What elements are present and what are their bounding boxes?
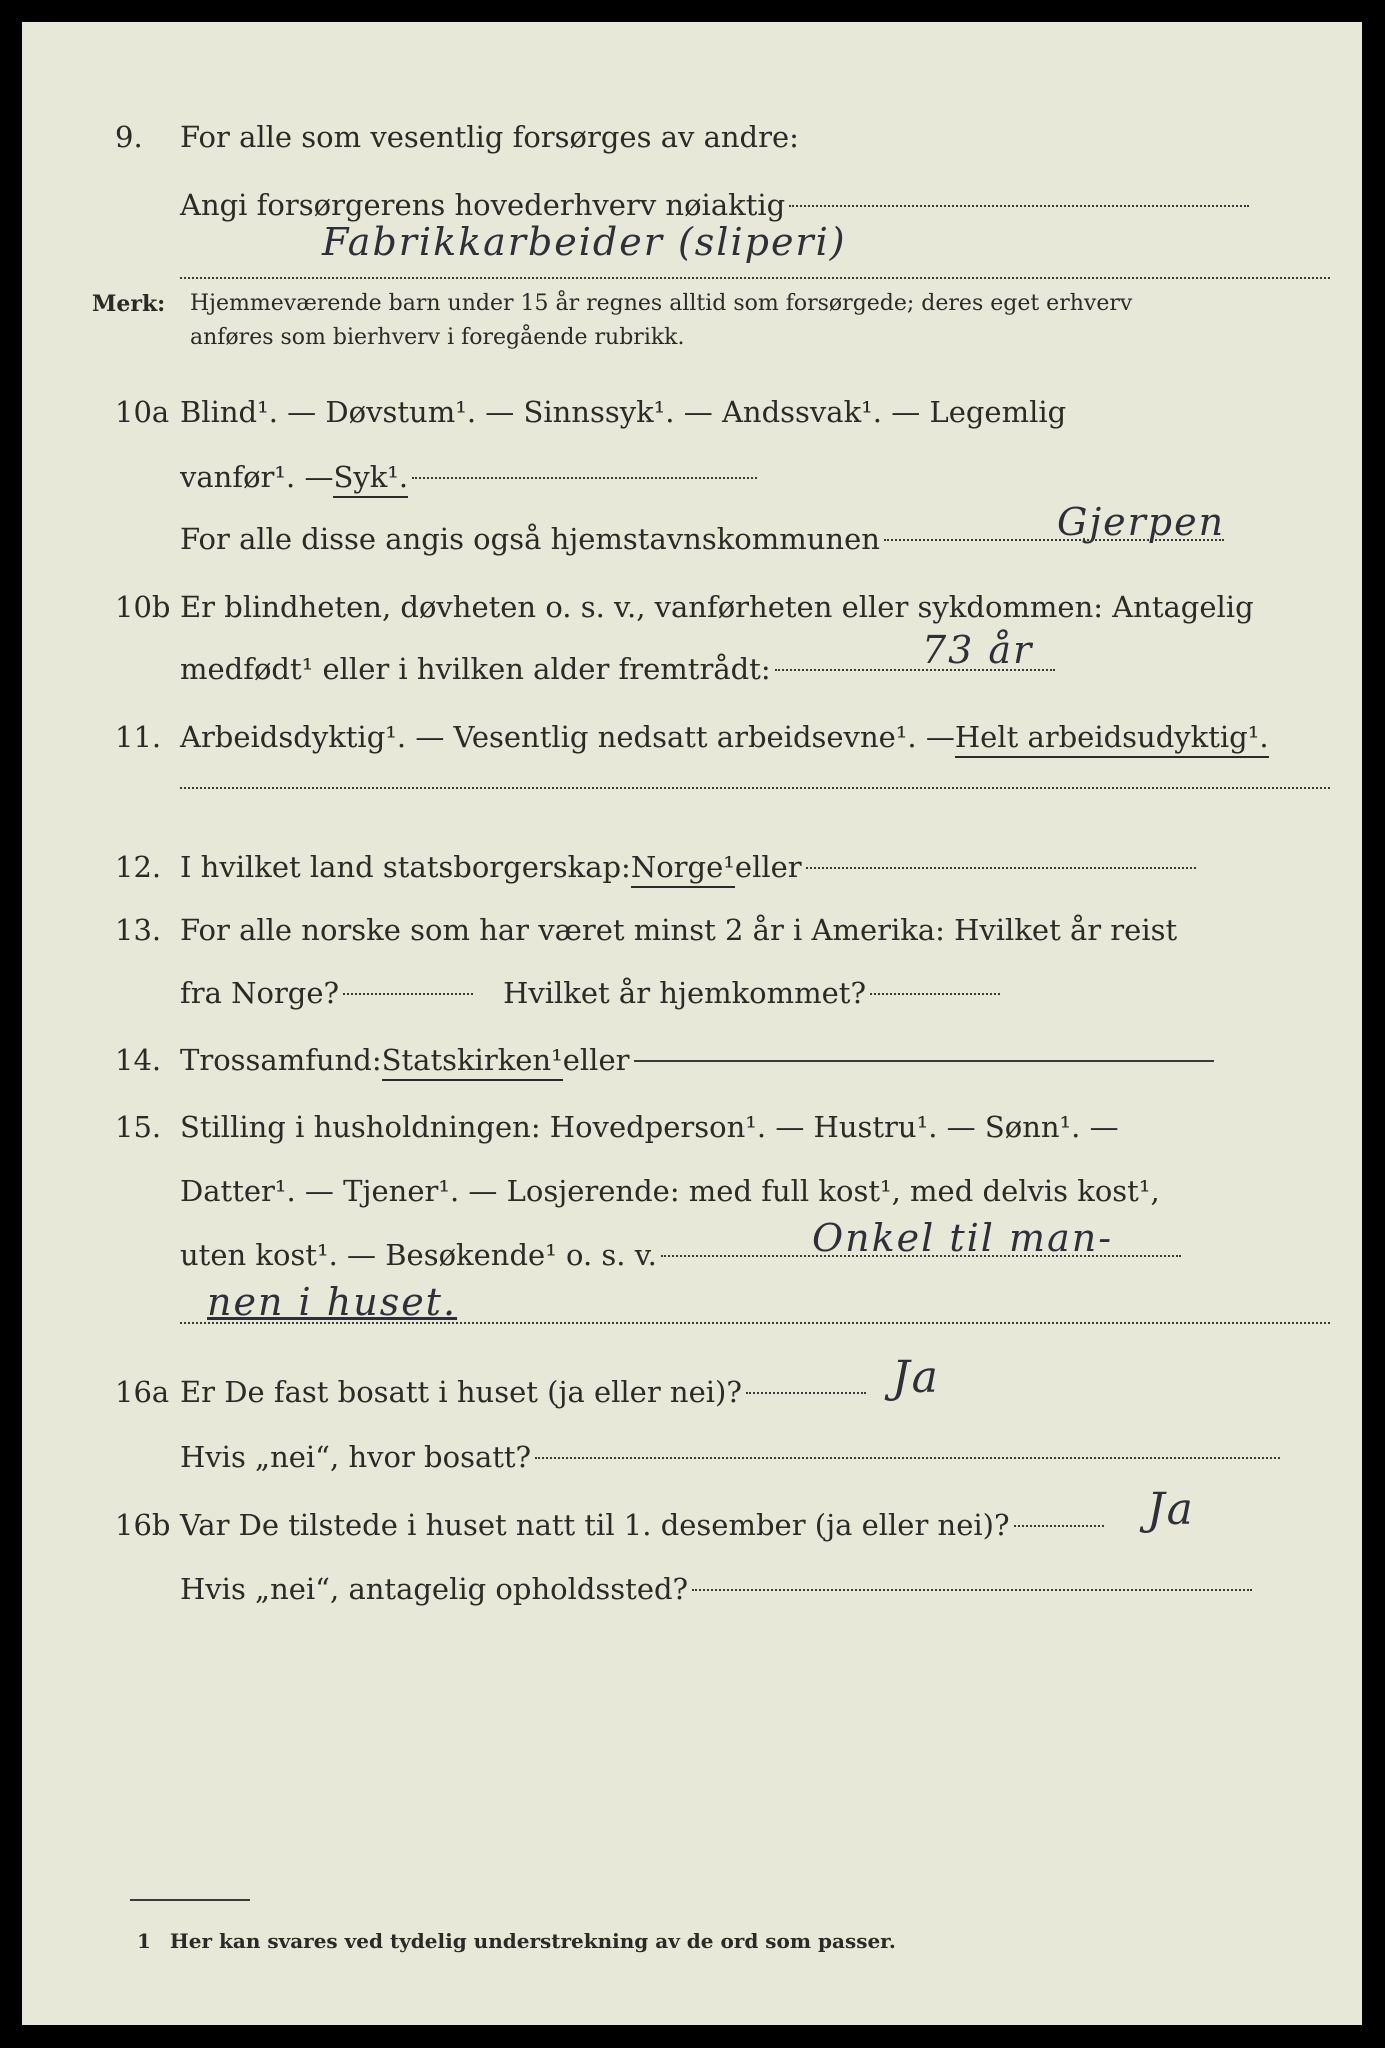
q16a-row-1 [22,1367,1362,1417]
q13-question: For alle norske som har været minst 2 år i Amerika: Hvilket år reist [180,913,1178,947]
q10a-syk-option[interactable]: Syk¹. [333,458,408,498]
q9-question: For alle som vesentlig forsørges av andre: [180,120,799,154]
q10a-line2-text: vanfør¹. — [180,460,334,494]
q10a-number: 10a [115,395,170,429]
q10b-row-1 [22,582,1362,632]
q15-answer-line2[interactable]: nen i huset. [207,1280,458,1324]
q13-reist-label: fra Norge? [180,976,340,1010]
merk-row-1 [22,288,1362,320]
census-form-page [22,22,1362,2025]
q10a-row-1 [22,387,1362,437]
q16b-number: 16b [115,1508,171,1542]
q15-number: 15. [115,1110,162,1144]
q11-text: Arbeidsdyktig¹. — Vesentlig nedsatt arbeidsevne¹. — [180,720,955,754]
q15-line3: uten kost¹. — Besøkende¹ o. s. v. [180,1238,657,1272]
footnote-divider [130,1899,250,1901]
merk-text-1: Hjemmeværende barn under 15 år regnes alltid som forsørgede; deres eget erhverv [190,291,1133,316]
q16a-question: Er De fast bosatt i huset (ja eller nei)? [180,1375,742,1409]
q10a-answer[interactable]: Gjerpen [1057,500,1226,544]
q13-row-1 [22,905,1362,955]
q11-number: 11. [115,720,162,754]
q12-number: 12. [115,850,162,884]
q12-question: I hvilket land statsborgerskap: [180,850,631,884]
q10b-question: Er blindheten, døvheten o. s. v., vanførheten eller sykdommen: Antagelig [180,590,1254,624]
q14-row [22,1035,1362,1085]
q12-row [22,842,1362,892]
merk-label: Merk: [92,291,166,317]
q13-hjemkommet-label: Hvilket år hjemkommet? [503,976,867,1010]
q16b-opholdssted-label: Hvis „nei“, antagelig opholdssted? [180,1572,689,1606]
q16a-row-2 [22,1432,1362,1482]
q10b-answer[interactable]: 73 år [922,628,1034,672]
q16a-answer[interactable]: Ja [892,1352,940,1403]
q9-question-line2: Angi forsørgerens hovederhverv nøiaktig [180,188,786,222]
merk-text-2: anføres som bierhverv i foregående rubrikk. [190,325,685,350]
q14-question: Trossamfund: [180,1043,382,1077]
q10b-alder-label: medfødt¹ eller i hvilken alder fremtrådt: [180,652,771,686]
q16a-number: 16a [115,1375,170,1409]
q12-norge-option[interactable]: Norge¹ [631,848,735,888]
footnote-mark: 1 [137,1929,151,1953]
q10b-row-2 [22,644,1362,694]
q10a-question: Blind¹. — Døvstum¹. — Sinnssyk¹. — Andssvak¹. — Legemlig [180,395,1067,429]
q16b-row-2 [22,1564,1362,1614]
q15-line2: Datter¹. — Tjener¹. — Losjerende: med full kost¹, med delvis kost¹, [180,1174,1160,1208]
q15-row-3 [22,1230,1362,1280]
q13-number: 13. [115,913,162,947]
q15-question: Stilling i husholdningen: Hovedperson¹. — Hustru¹. — Sønn¹. — [180,1110,1119,1144]
q11-helt-udyktig-option[interactable]: Helt arbeidsudyktig¹. [955,718,1269,758]
q9-row-1 [22,112,1362,162]
q13-row-2 [22,968,1362,1018]
q11-row [22,712,1362,762]
q9-number: 9. [115,120,143,154]
q15-row-2 [22,1166,1362,1216]
footnote-text: Her kan svares ved tydelig understrekning av de ord som passer. [169,1929,896,1953]
q16b-answer[interactable]: Ja [1147,1484,1195,1535]
q10a-row-2 [22,452,1362,502]
q14-eller: eller [562,1043,630,1077]
q10b-number: 10b [115,590,171,624]
q14-statskirken-option[interactable]: Statskirken¹ [382,1041,563,1081]
q14-number: 14. [115,1043,162,1077]
q16b-question: Var De tilstede i huset natt til 1. desember (ja eller nei)? [180,1508,1010,1542]
q15-row-1 [22,1102,1362,1152]
q15-answer-line1[interactable]: Onkel til man- [812,1216,1114,1260]
q16a-bosatt-label: Hvis „nei“, hvor bosatt? [180,1440,532,1474]
merk-row-2 [22,322,1362,354]
q12-eller: eller [734,850,802,884]
q10a-hjemstavn-label: For alle disse angis også hjemstavnskommunen [180,522,880,556]
q9-answer[interactable]: Fabrikkarbeider (sliperi) [322,220,847,264]
